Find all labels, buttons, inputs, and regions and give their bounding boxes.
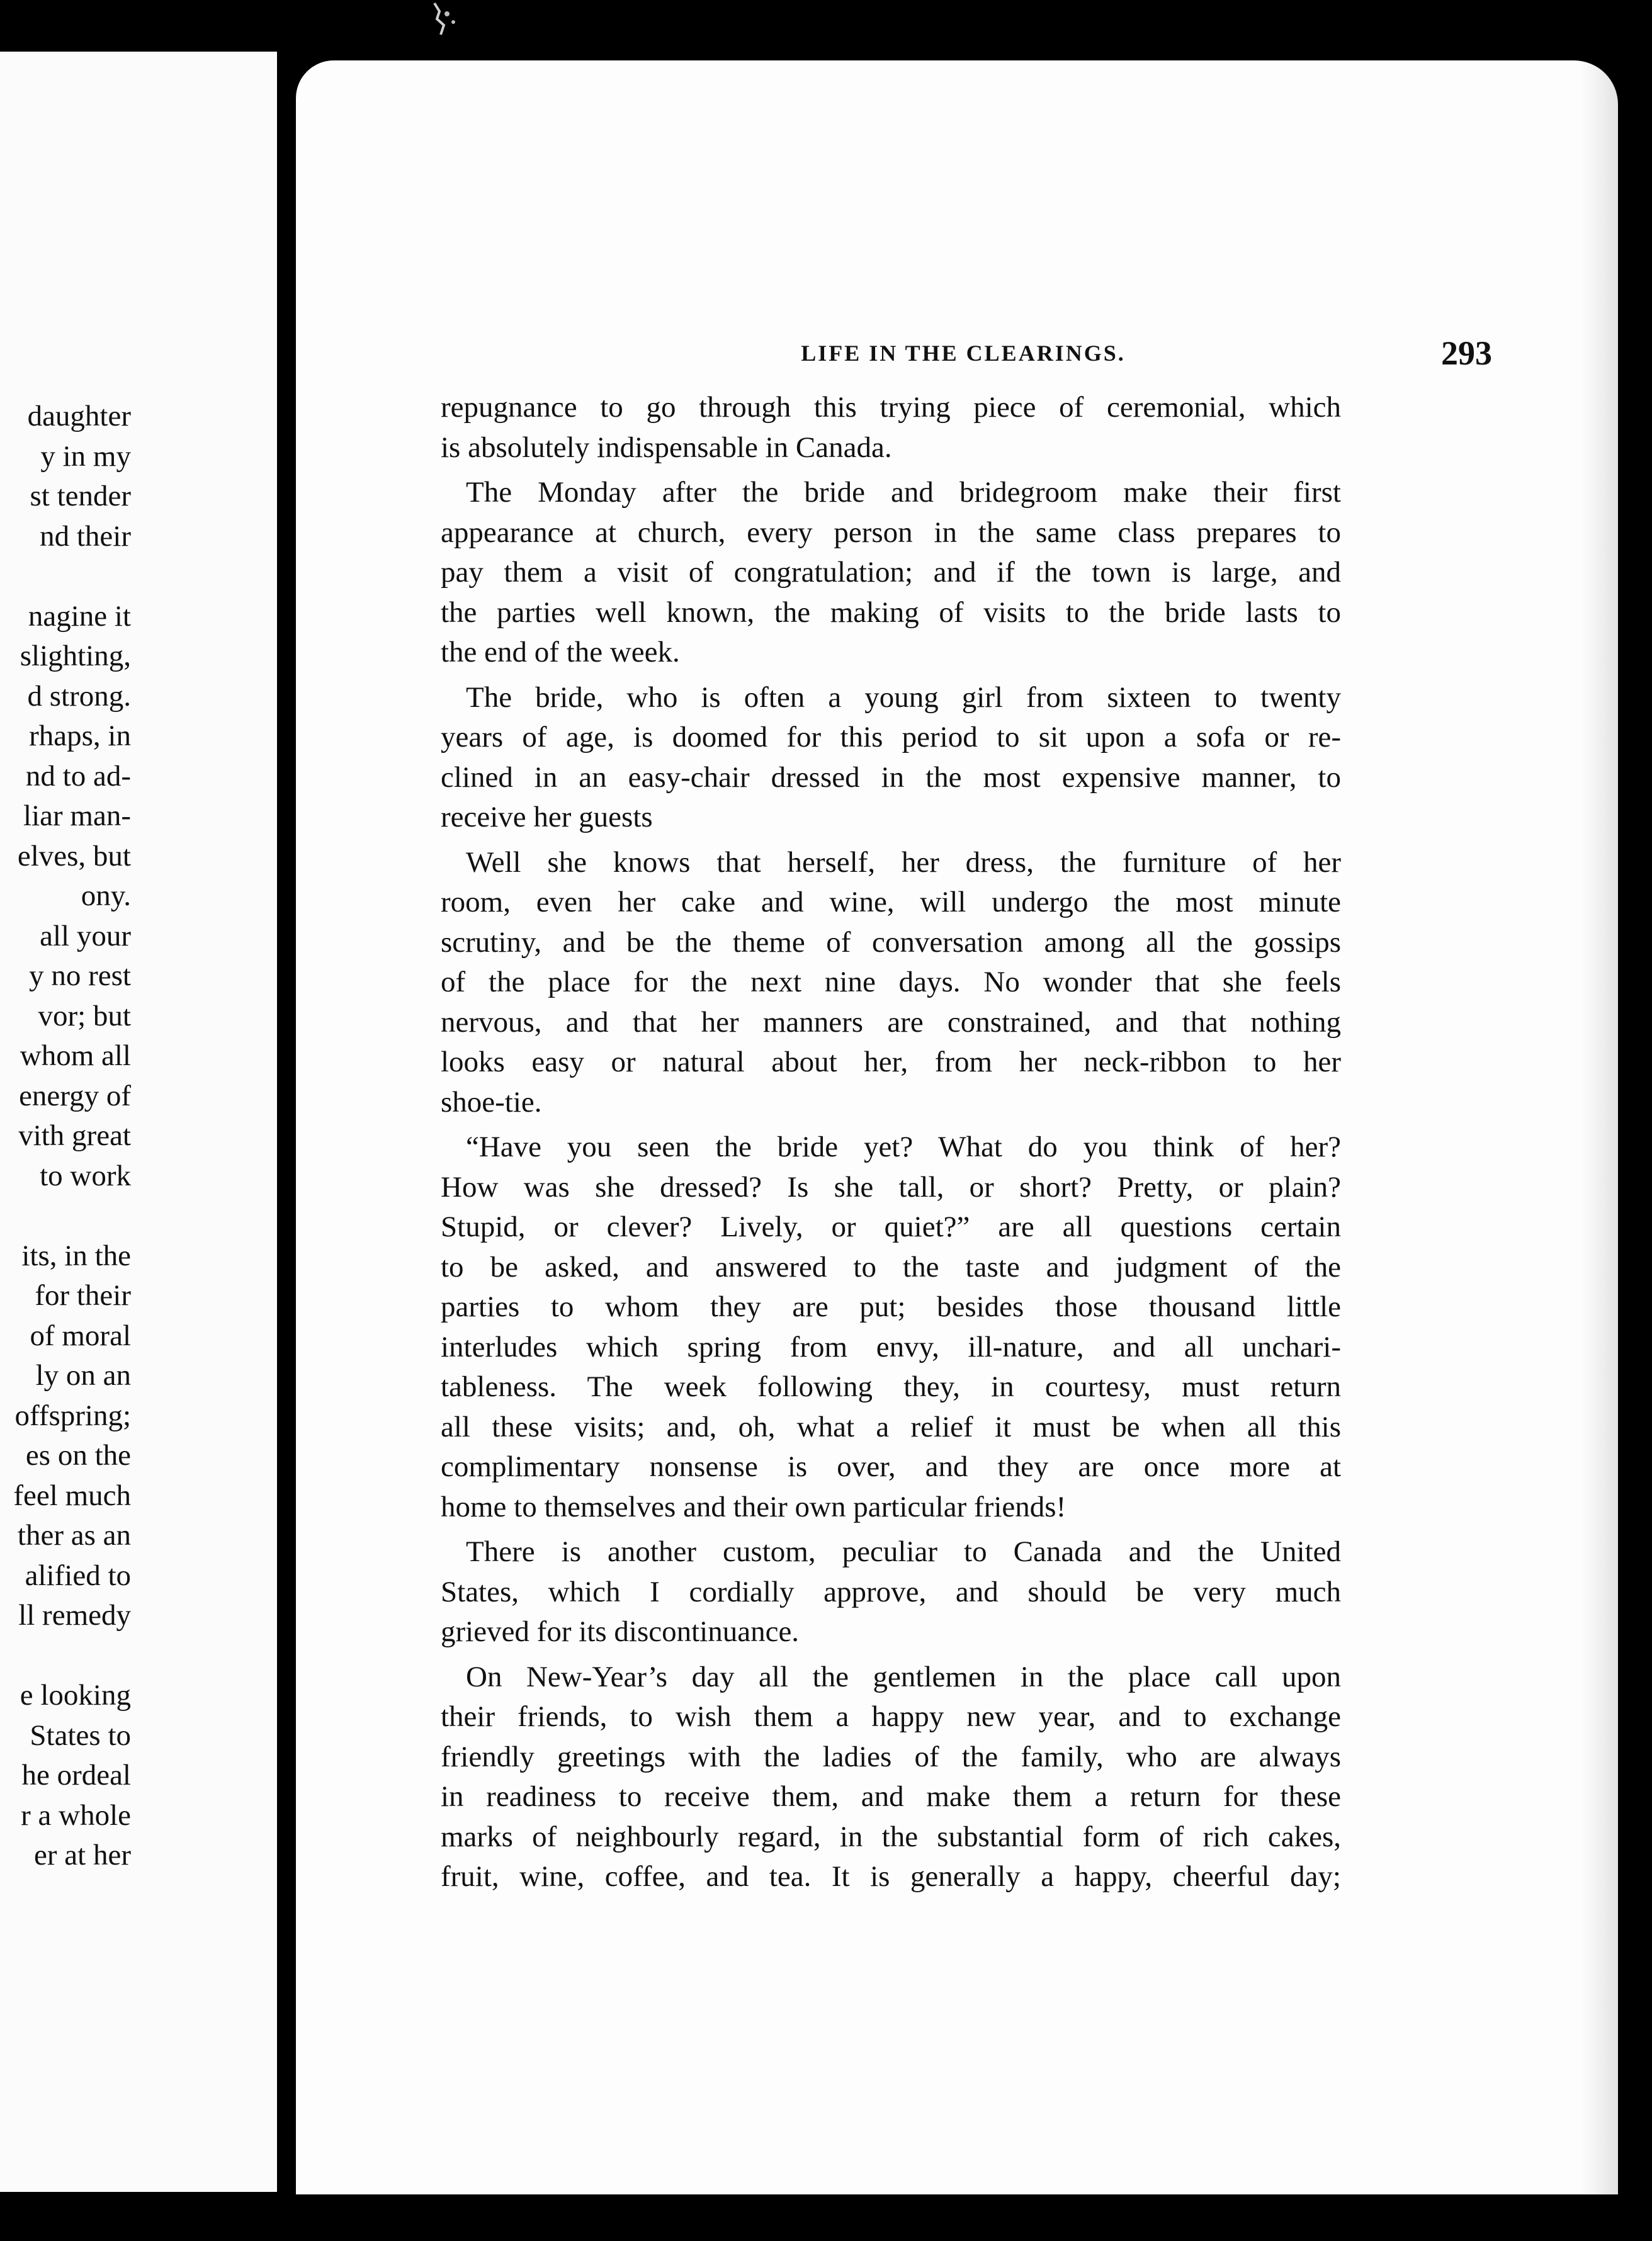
previous-page-line bbox=[0, 1196, 131, 1236]
text-line: room, even her cake and wine, will undergo the most minute bbox=[441, 886, 1341, 918]
text-line: interludes which spring from envy, ill-nature, and all unchari- bbox=[441, 1330, 1341, 1363]
text-line: the end of the week. bbox=[441, 636, 680, 669]
text-line: parties to whom they are put; besides those thousand little bbox=[441, 1290, 1341, 1323]
body-text bbox=[441, 388, 1341, 1902]
running-head-title: LIFE IN THE CLEARINGS. bbox=[801, 341, 1126, 366]
paragraph bbox=[441, 1127, 1341, 1527]
text-line: How was she dressed? Is she tall, or short? Pretty, or plain? bbox=[441, 1170, 1341, 1204]
previous-page-line: its, in the bbox=[21, 1239, 131, 1272]
previous-page-line: r a whole bbox=[21, 1798, 131, 1832]
paragraph bbox=[441, 678, 1341, 838]
text-line: States, which I cordially approve, and should be very much bbox=[441, 1575, 1341, 1608]
text-line: receive her guests bbox=[441, 801, 653, 833]
text-line: to be asked, and answered to the taste and judgment of the bbox=[441, 1250, 1341, 1284]
paragraph bbox=[441, 473, 1341, 673]
text-line: friendly greetings with the ladies of the family, who are always bbox=[441, 1740, 1341, 1773]
previous-page-line: all your bbox=[40, 919, 131, 952]
previous-page-line: ther as an bbox=[17, 1519, 131, 1552]
previous-page-line: feel much bbox=[13, 1479, 131, 1512]
previous-page-line: nagine it bbox=[28, 599, 131, 633]
previous-page-line: for their bbox=[35, 1279, 131, 1312]
paragraph bbox=[441, 1657, 1341, 1897]
text-line: years of age, is doomed for this period to sit upon a sofa or re- bbox=[441, 721, 1341, 754]
previous-page-line bbox=[0, 1636, 131, 1676]
previous-page-line: es on the bbox=[25, 1439, 131, 1472]
text-line: the parties well known, the making of visits to the bride lasts to bbox=[441, 596, 1341, 629]
text-line: repugnance to go through this trying piece of ceremonial, which bbox=[441, 391, 1341, 424]
previous-page-line: nd their bbox=[40, 519, 131, 553]
text-line: all these visits; and, oh, what a relief it must be when all this bbox=[441, 1410, 1341, 1443]
previous-page-line: elves, but bbox=[17, 839, 131, 872]
previous-page-line: y no rest bbox=[29, 959, 131, 992]
text-line: looks easy or natural about her, from her neck-ribbon to her bbox=[441, 1046, 1341, 1078]
text-line: marks of neighbourly regard, in the substantial form of rich cakes, bbox=[441, 1820, 1341, 1853]
previous-page-line: ony. bbox=[81, 879, 131, 912]
previous-page-line: d strong. bbox=[27, 679, 131, 713]
text-line: complimentary nonsense is over, and they are once more at bbox=[441, 1450, 1341, 1483]
paragraph bbox=[441, 843, 1341, 1123]
previous-page-line: ly on an bbox=[35, 1359, 131, 1392]
text-line: appearance at church, every person in the same class prepares to bbox=[441, 516, 1341, 549]
text-line: their friends, to wish them a happy new year, and to exchange bbox=[441, 1700, 1341, 1733]
text-line: Well she knows that herself, her dress, the furniture of her bbox=[466, 845, 1341, 879]
text-line: nervous, and that her manners are constrained, and that nothing bbox=[441, 1005, 1341, 1039]
text-line: Stupid, or clever? Lively, or quiet?” are all questions certain bbox=[441, 1211, 1341, 1243]
previous-page-line: offspring; bbox=[14, 1399, 131, 1432]
previous-page-line: e looking bbox=[20, 1679, 131, 1712]
page-number: 293 bbox=[1441, 334, 1492, 372]
previous-page-line: of moral bbox=[30, 1319, 131, 1352]
text-line: The Monday after the bride and bridegroom make their first bbox=[466, 476, 1341, 509]
previous-page-line: daughter bbox=[27, 400, 131, 432]
text-line: fruit, wine, coffee, and tea. It is generally a happy, cheerful day; bbox=[441, 1860, 1341, 1893]
paragraph bbox=[441, 1532, 1341, 1652]
text-line: “Have you seen the bride yet? What do you think of her? bbox=[466, 1131, 1341, 1163]
text-line: in readiness to receive them, and make them a return for these bbox=[441, 1780, 1341, 1813]
text-line: clined in an easy-chair dressed in the most expensive manner, to bbox=[441, 760, 1341, 794]
previous-page-line: vith great bbox=[18, 1119, 131, 1152]
text-line: On New-Year’s day all the gentlemen in the place call upon bbox=[466, 1660, 1341, 1693]
previous-page-line: energy of bbox=[19, 1079, 131, 1112]
previous-page-line: he ordeal bbox=[21, 1759, 131, 1792]
previous-page-line: ll remedy bbox=[18, 1599, 131, 1632]
text-line: shoe-tie. bbox=[441, 1085, 542, 1119]
previous-page-line: whom all bbox=[20, 1039, 131, 1072]
book-gutter bbox=[277, 52, 296, 2192]
text-line: is absolutely indispensable in Canada. bbox=[441, 431, 892, 464]
scan-speck-mark bbox=[409, 0, 485, 44]
current-page bbox=[296, 60, 1618, 2194]
running-head bbox=[434, 331, 1492, 375]
previous-page-text bbox=[0, 397, 131, 1876]
previous-page-line: y in my bbox=[40, 439, 131, 473]
previous-page-line: rhaps, in bbox=[29, 720, 131, 752]
previous-page-line: alified to bbox=[25, 1559, 131, 1592]
text-line: pay them a visit of congratulation; and if the town is large, and bbox=[441, 556, 1341, 589]
text-line: home to themselves and their own particular friends! bbox=[441, 1490, 1066, 1523]
text-line: grieved for its discontinuance. bbox=[441, 1615, 800, 1648]
page-edge-shadow bbox=[1580, 60, 1618, 2194]
text-line: tableness. The week following they, in courtesy, must return bbox=[441, 1370, 1341, 1403]
previous-page-line: States to bbox=[30, 1719, 131, 1752]
previous-page-line: er at her bbox=[34, 1839, 131, 1871]
paragraph bbox=[441, 388, 1341, 468]
text-line: of the place for the next nine days. No wonder that she feels bbox=[441, 966, 1341, 998]
text-line: There is another custom, peculiar to Canada and the United bbox=[466, 1535, 1341, 1568]
previous-page-line: to work bbox=[40, 1159, 131, 1192]
previous-page-line: st tender bbox=[30, 480, 131, 512]
previous-page-line: slighting, bbox=[20, 640, 131, 672]
previous-page-line bbox=[0, 556, 131, 597]
previous-page-line: liar man- bbox=[23, 799, 131, 832]
text-line: scrutiny, and be the theme of conversation among all the gossips bbox=[441, 925, 1341, 959]
previous-page-fragment bbox=[0, 52, 277, 2192]
previous-page-line: vor; but bbox=[38, 999, 131, 1032]
previous-page-line: nd to ad- bbox=[25, 759, 131, 793]
text-line: The bride, who is often a young girl from sixteen to twenty bbox=[466, 680, 1341, 714]
